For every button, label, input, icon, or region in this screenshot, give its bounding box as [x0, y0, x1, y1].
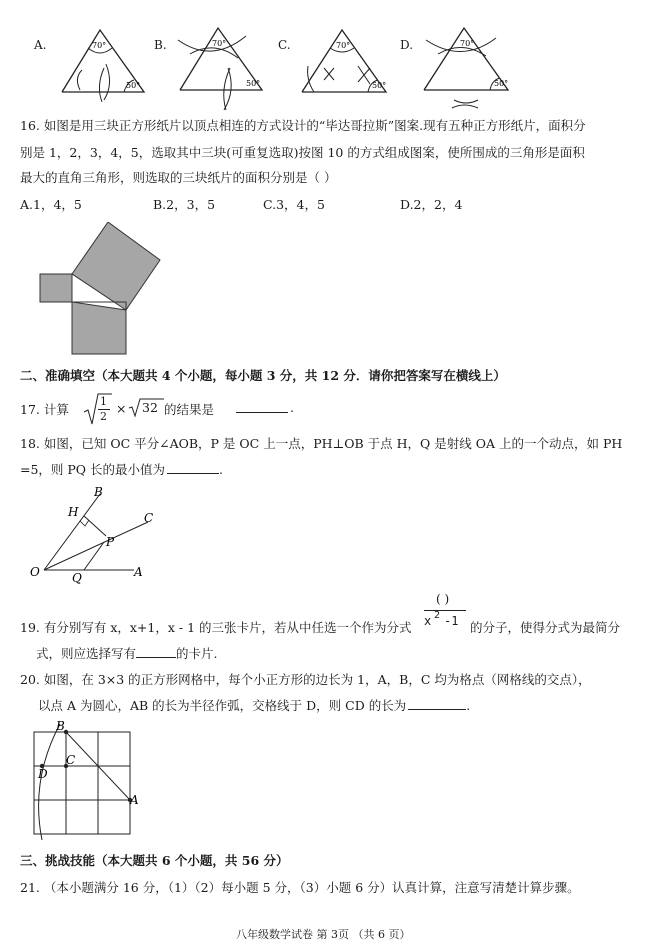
q17-answer-blank[interactable]: [236, 400, 288, 413]
option-c-label: C.: [278, 38, 291, 52]
option-a-figure: [34, 12, 159, 112]
q16-option-d: D.2，2，4: [400, 197, 463, 212]
q17-times: ×: [116, 401, 127, 416]
q19-line-1-after: 的分子，使得分式为最简分: [470, 620, 621, 635]
q17-radicand: 32: [142, 400, 158, 415]
q19-line-2: 式，则应选择写有 的卡片.: [36, 646, 218, 661]
q19-numerator-paren: ( ): [436, 592, 450, 606]
grid-label-d: D: [38, 767, 48, 781]
page-footer: 八年级数学试卷 第 3页 （共 6 页）: [236, 928, 411, 941]
svg-text:50°: 50°: [246, 79, 261, 88]
svg-text:50°: 50°: [494, 79, 509, 88]
option-d-label: D.: [400, 38, 414, 52]
angle-bisector-figure: [28, 482, 178, 584]
q18-line-1: 18. 如图，已知 OC 平分∠AOB，P 是 OC 上一点，PH⊥OB 于点 H，Q 是射线 OA 上的一个动点，如 PH: [20, 436, 623, 451]
grid-arc-figure: [30, 720, 140, 844]
q17-suffix: 的结果是: [164, 402, 215, 417]
svg-text:70°: 70°: [212, 39, 227, 48]
q17-frac-den: 2: [100, 410, 107, 423]
svg-text:70°: 70°: [460, 39, 475, 48]
fig-label-c: C: [144, 511, 154, 525]
q20-line-1: 20. 如图，在 3×3 的正方形网格中，每个小正方形的边长为 1，A，B，C 均为格点（网格线的交点），: [20, 672, 591, 687]
q19-fraction-bar: [424, 610, 466, 611]
triangle-construction-d: [396, 10, 526, 112]
option-b-figure: [150, 10, 275, 112]
fig-label-a: A: [134, 565, 143, 579]
q20-answer-blank[interactable]: [408, 697, 466, 710]
triangle-construction-a: [34, 12, 159, 112]
q19-den-rest: -1: [444, 614, 459, 628]
triangle-construction-b: [150, 10, 275, 112]
fig-label-b: B: [94, 485, 103, 499]
option-c-figure: [274, 12, 399, 112]
q20-line-2: 以点 A 为圆心，AB 的长为半径作弧，交格线于 D，则 CD 的长为 .: [38, 698, 471, 713]
fig-label-p: P: [106, 535, 115, 549]
q19-fraction: [420, 592, 468, 636]
option-b-label: B.: [154, 38, 167, 52]
q16-line-3: 最大的直角三角形，则选取的三块纸片的面积分别是（ ）: [20, 170, 337, 185]
option-a-label: A.: [34, 38, 47, 52]
svg-text:50°: 50°: [126, 81, 141, 90]
svg-text:70°: 70°: [336, 41, 351, 50]
q16-line-1: 16. 如图是用三块正方形纸片以顶点相连的方式设计的“毕达哥拉斯”图案.现有五种正方形纸片，面积分: [20, 118, 586, 133]
q17-prefix: 17. 计算: [20, 402, 69, 417]
triangle-construction-c: [274, 12, 399, 112]
section-3-title: 三、挑战技能（本大题共 6 个小题，共 56 分）: [20, 853, 289, 868]
q19-den-x: x: [424, 614, 432, 628]
svg-text:70°: 70°: [92, 41, 107, 50]
q16-option-c: C.3，4，5: [263, 197, 325, 212]
fig-label-q: Q: [72, 571, 82, 584]
q16-line-2: 别是 1，2，3，4，5，选取其中三块(可重复选取)按图 10 的方式组成图案，使所围成的三角形是面积: [20, 145, 585, 160]
grid-label-b: B: [56, 720, 65, 733]
grid-label-c: C: [66, 753, 76, 767]
q18-line-2: =5，则 PQ 长的最小值为 .: [20, 462, 224, 477]
option-d-figure: [396, 10, 526, 112]
fig-label-h: H: [68, 505, 79, 519]
q19-line-1: 19. 有分别写有 x，x+1，x - 1 的三张卡片，若从中任选一个作为分式: [20, 620, 412, 635]
q19-den-exp: 2: [434, 610, 441, 621]
fig-label-o: O: [30, 565, 40, 579]
q21-line-1: 21. （本小题满分 16 分，（1）（2）每小题 5 分，（3）小题 6 分）认真计算，注意写清楚计算步骤。: [20, 880, 580, 895]
q17-frac-num: 1: [100, 395, 107, 408]
svg-text:50°: 50°: [372, 81, 387, 90]
pythagoras-squares-figure: [36, 222, 166, 358]
grid-label-a: A: [130, 793, 139, 807]
q16-option-b: B.2，3，5: [153, 197, 216, 212]
q18-answer-blank[interactable]: [167, 461, 219, 474]
q19-answer-blank[interactable]: [136, 645, 176, 658]
q16-option-a: A.1，4，5: [20, 197, 82, 212]
section-2-title: 二、准确填空（本大题共 4 个小题，每小题 3 分，共 12 分．请你把答案写在横线上）: [20, 368, 506, 383]
